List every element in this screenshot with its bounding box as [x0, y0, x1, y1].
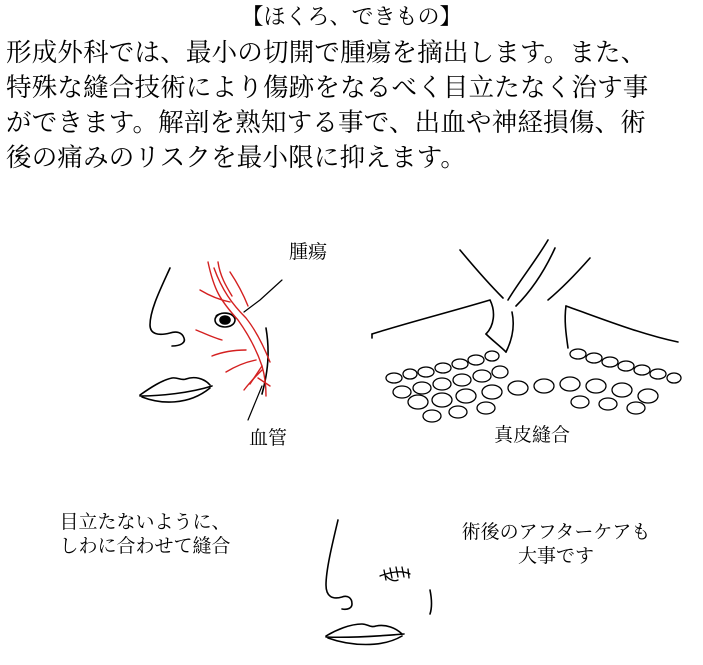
- label-wrinkle-line: 目立たないように、: [59, 511, 231, 533]
- face-profile-with-mole-sketch: [140, 262, 282, 420]
- body-line: ができます。解剖を熟知する事で、出血や神経損傷、術: [6, 108, 646, 138]
- page-title: 【ほくろ、できもの】: [241, 5, 462, 30]
- label-aftercare-line: 大事です: [517, 545, 594, 567]
- label-aftercare-note: [436, 520, 676, 568]
- vessel-leader-line: [248, 386, 262, 420]
- body-line: 形成外科では、最小の切開で腫瘍を摘出します。また、: [6, 38, 647, 68]
- label-vessel: 血管: [249, 427, 288, 449]
- label-dermal-suture: 真皮縫合: [494, 424, 571, 446]
- label-wrinkle-line: しわに合わせて縫合: [59, 535, 231, 557]
- label-aftercare-line: 術後のアフターケアも: [461, 521, 651, 543]
- blood-vessel-sketch: [196, 262, 270, 396]
- mole-mark: [215, 313, 235, 327]
- dermal-suture-cross-section-sketch: [372, 240, 681, 422]
- suture-scar: [380, 567, 410, 581]
- face-profile-sutured-sketch: [326, 520, 432, 645]
- fat-layer-right: [570, 349, 681, 383]
- body-line: 後の痛みのリスクを最小限に抑えます。: [6, 143, 467, 173]
- fat-layer-deep: [408, 377, 658, 422]
- label-wrinkle-note: [40, 510, 250, 558]
- tumor-leader-line: [244, 280, 282, 312]
- fat-layer-left: [386, 351, 508, 398]
- body-line: 特殊な縫合技術により傷跡をなるべく目立たなく治す事: [6, 73, 649, 103]
- label-tumor: 腫瘍: [289, 241, 328, 263]
